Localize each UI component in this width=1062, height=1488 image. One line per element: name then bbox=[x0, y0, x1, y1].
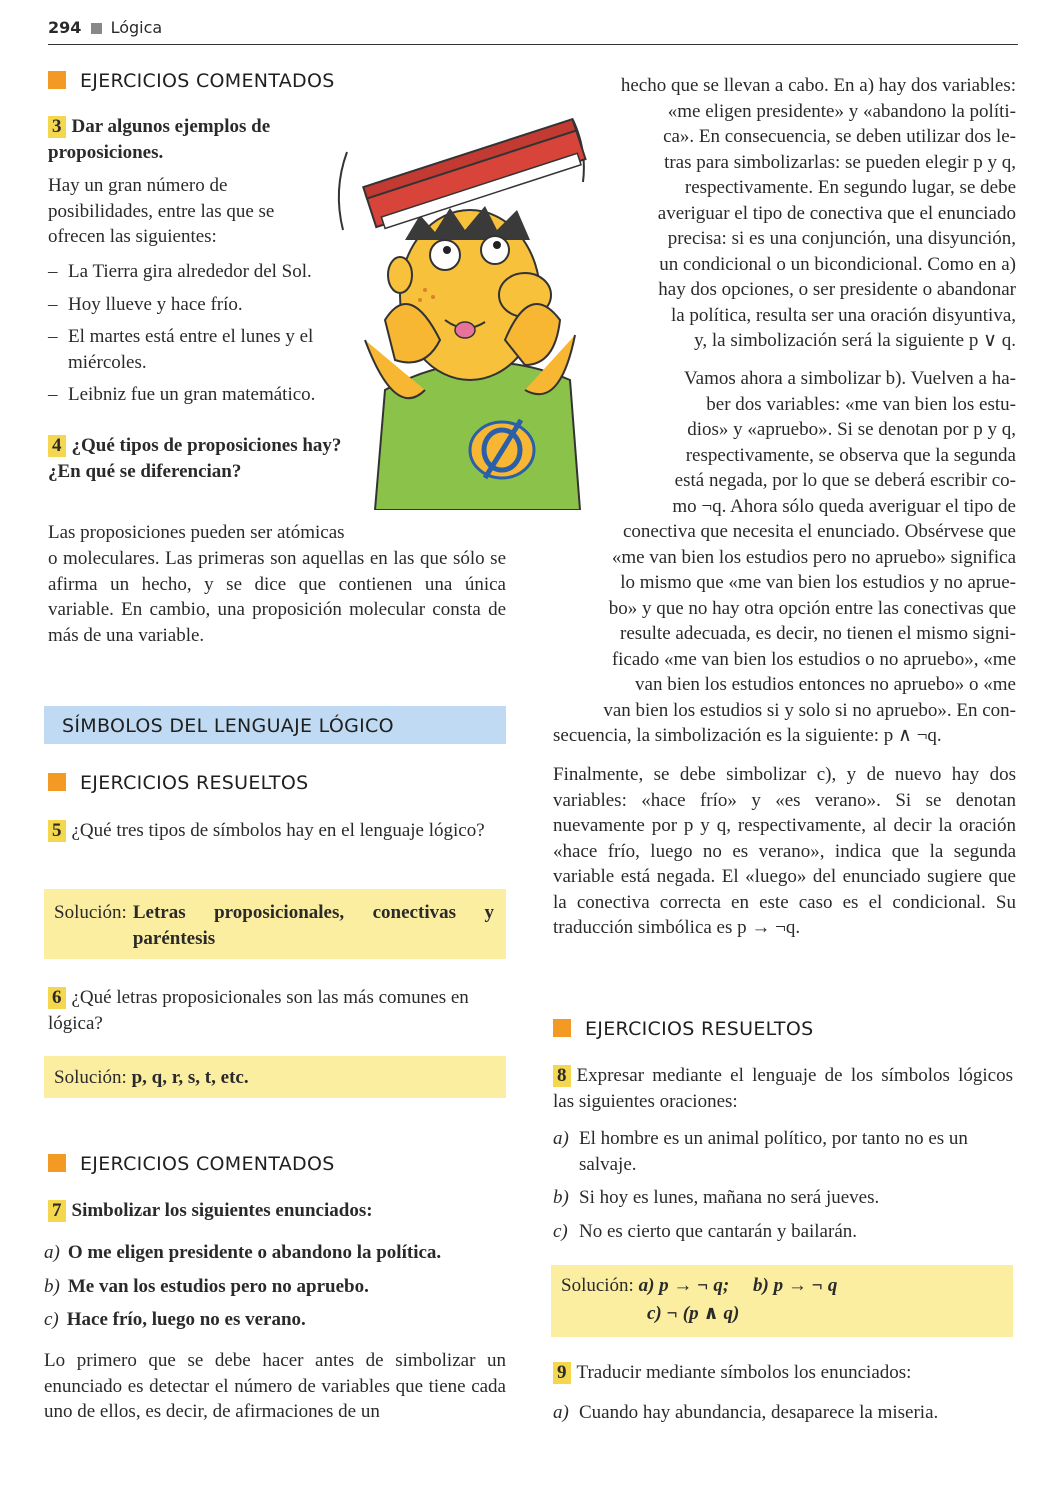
section-title: SÍMBOLOS DEL LENGUAJE LÓGICO bbox=[62, 715, 394, 737]
heading-ejercicios-resueltos-1: EJERCICIOS RESUELTOS bbox=[48, 772, 308, 794]
exercise-number-badge: 4 bbox=[48, 435, 66, 457]
solution-label: Solución: bbox=[54, 902, 127, 923]
exercise-number-badge: 7 bbox=[48, 1200, 66, 1222]
list-item: – El martes está entre el lunes y el miércoles. bbox=[48, 324, 358, 375]
exercise-4-body: o moleculares. Las primeras son aquellas en las que sólo se afirma un hecho, y se dice que contienen una única variable. En cambio, una proposición molecular consta de más de una variable. bbox=[48, 548, 506, 646]
exercise-number-badge: 9 bbox=[553, 1362, 571, 1384]
list-item: b) Si hoy es lunes, mañana no será jueves. bbox=[553, 1187, 880, 1208]
list-item: a) Cuando hay abundancia, desaparece la miseria. bbox=[553, 1402, 939, 1423]
exercise-9-items bbox=[553, 1400, 1013, 1426]
page-number: 294 bbox=[48, 18, 82, 37]
right-paragraph-2: Vamos ahora a simbolizar b). Vuelven a ha- ber dos variables: «me van bien los estu- dios» y «apruebo». Si se denotan por p y q, respectivamente, se observa que la segunda está negada, por lo que se deberá escribir co- mo ¬q. Ahora sólo queda averiguar el tipo de conectiva que necesita el enunciado. Obsérvese que «me van bien los estudios pero no apruebo» significa lo mismo que «me van bien los estudios y no aprue- bo» y que no hay otra opción entre las conectivas que resulte adecuada, es decir, no tienen el mismo signi- ficado «me van bien los estudios o no apruebo», «me van bien los estudios entonces no apruebo» o «me van bien los estudios si y solo si no apruebo». En con- secuencia, la simbolización es la siguiente: p ∧ ¬q. bbox=[553, 368, 1016, 746]
exercise-7-items bbox=[44, 1240, 514, 1333]
exercise-5-question: 5 ¿Qué tres tipos de símbolos hay en el lenguaje lógico? bbox=[48, 818, 506, 844]
exercise-5-solution-box bbox=[44, 889, 506, 959]
header-title: Lógica bbox=[110, 18, 163, 37]
exercise-number-badge: 8 bbox=[553, 1065, 571, 1087]
solution-line-2: c) ¬ (p ∧ q) bbox=[647, 1303, 740, 1324]
solution-text: Letras proposicionales, conectivas y paréntesis bbox=[132, 902, 494, 949]
exercise-8-items bbox=[553, 1126, 1013, 1244]
exercise-7-body: Lo primero que se debe hacer antes de simbolizar un enunciado es detectar el número de variables que tiene cada uno de ellos, es decir, de afirmaciones de un bbox=[44, 1350, 506, 1422]
exercise-8-question: 8 Expresar mediante el lenguaje de los símbolos lógicos las siguientes oraciones: bbox=[553, 1065, 1013, 1112]
solution-label: Solución: bbox=[54, 1067, 127, 1088]
solution-text: p, q, r, s, t, etc. bbox=[131, 1067, 249, 1088]
exercise-3-intro: Hay un gran número de posibilidades, entre las que se ofrecen las siguientes: bbox=[48, 175, 275, 247]
heading-ejercicios-comentados-2: EJERCICIOS COMENTADOS bbox=[48, 1153, 335, 1175]
exercise-6-question: 6 ¿Qué letras proposicionales son las más comunes en lógica? bbox=[48, 987, 469, 1034]
exercise-number-badge: 3 bbox=[48, 116, 66, 138]
exercise-3-title: 3 Dar algunos ejemplos de proposiciones. bbox=[48, 116, 271, 163]
exercise-number-badge: 5 bbox=[48, 820, 66, 842]
header-square bbox=[91, 23, 102, 34]
right-paragraph-1: hecho que se llevan a cabo. En a) hay dos variables: «me eligen presidente» y «abandono la políti- ca». En consecuencia, se deben utilizar dos le- tras para simbolizarlas: se pueden elegir p y q, respectivamente. En segundo lugar, se debe averiguar el tipo de conectiva que el enunciado precisa: si es una conjunción, una disyunción, un condicional o un bicondicional. Como en a) hay dos opciones, o ser presidente o abandonar la política, resulta ser una oración disyuntiva, y, la simbolización será la siguiente p ∨ q. bbox=[620, 75, 1016, 351]
running-header bbox=[48, 18, 1018, 45]
heading-ejercicios-comentados-1: EJERCICIOS COMENTADOS bbox=[48, 70, 335, 92]
solution-line-1: a) p → ¬ q; b) p → ¬ q bbox=[638, 1275, 838, 1296]
section-band bbox=[44, 706, 506, 744]
exercise-6-solution-box bbox=[44, 1056, 506, 1098]
exercise-7-title: 7 Simbolizar los siguientes enunciados: bbox=[48, 1198, 373, 1224]
right-paragraph-3: Finalmente, se debe simbolizar c), y de nuevo hay dos variables: «hace frío» y «es verano». Si se denotan nuevamente por p y q, respectivamente, al decir la oración «hace frío, luego no es verano», indica que la segunda variable está negada. El «luego» del enunciado sugiere que la conectiva correcta en este caso es el condicional. Su traducción simbólica es p → ¬q. bbox=[553, 764, 1016, 938]
orange-square-icon bbox=[48, 71, 66, 89]
heading-ejercicios-resueltos-2: EJERCICIOS RESUELTOS bbox=[553, 1018, 813, 1040]
orange-square-icon bbox=[553, 1019, 571, 1037]
exercise-number-badge: 6 bbox=[48, 987, 66, 1009]
list-item: a) O me eligen presidente o abandono la política. bbox=[44, 1242, 442, 1263]
orange-square-icon bbox=[48, 773, 66, 791]
orange-square-icon bbox=[48, 1154, 66, 1172]
list-item: – La Tierra gira alrededor del Sol. bbox=[48, 259, 358, 285]
list-item: b) Me van los estudios pero no apruebo. bbox=[44, 1275, 369, 1297]
empty-set-icon bbox=[470, 420, 534, 478]
exercise-3-list bbox=[48, 259, 358, 408]
exercise-8-solution-box bbox=[551, 1265, 1013, 1337]
list-item: a) El hombre es un animal político, por tanto no es un salvaje. bbox=[553, 1128, 968, 1175]
exercise-9-question: 9 Traducir mediante símbolos los enunciados: bbox=[553, 1360, 1013, 1386]
list-item: c) Hace frío, luego no es verano. bbox=[44, 1309, 306, 1330]
exercise-4-title: 4 ¿Qué tipos de proposiciones hay? ¿En qué se diferencian? bbox=[48, 435, 342, 482]
list-item: – Leibniz fue un gran matemático. bbox=[48, 382, 358, 408]
solution-label: Solución: bbox=[561, 1275, 634, 1296]
exercise-4-body-line1: Las proposiciones pueden ser atómicas bbox=[48, 522, 345, 543]
list-item: c) No es cierto que cantarán y bailarán. bbox=[553, 1220, 858, 1242]
list-item: – Hoy llueve y hace frío. bbox=[48, 292, 358, 318]
